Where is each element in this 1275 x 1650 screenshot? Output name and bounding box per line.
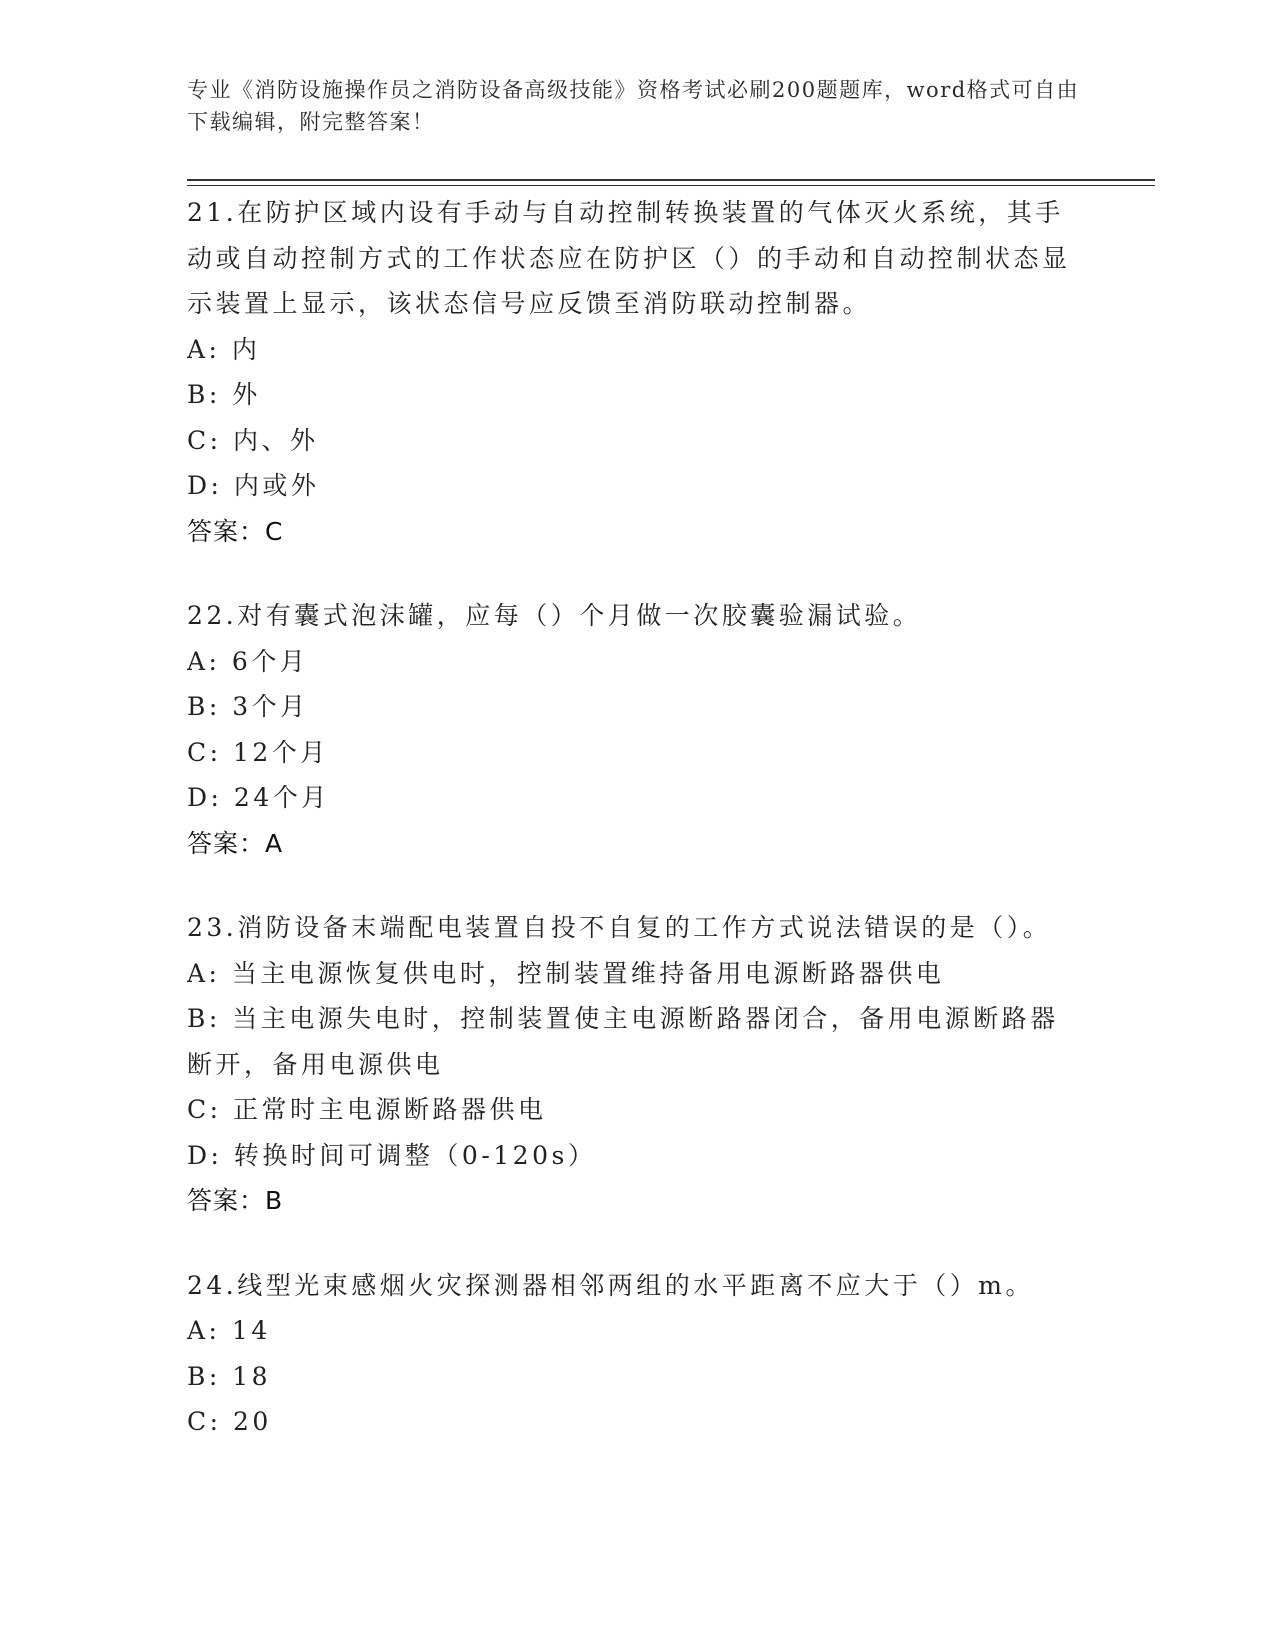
option-c: C: 20 — [187, 1407, 272, 1436]
answer-label: 答案：A — [187, 828, 284, 858]
option-a: A: 6个月 — [187, 646, 309, 676]
option-b: B: 外 — [187, 380, 261, 409]
question-stem: 21.在防护区域内设有手动与自动控制转换装置的气体灭火系统，其手动或自动控制方式的工作状态应在防护区（）的手动和自动控制状态显示装置上显示，该状态信号应反馈至消防联动控制器。 — [187, 198, 1071, 318]
option-a: A: 内 — [187, 334, 261, 364]
answer-label: 答案：C — [187, 516, 284, 546]
question-22 — [187, 593, 1087, 866]
option-a: A: 当主电源恢复供电时，控制装置维持备用电源断路器供电 — [187, 958, 945, 988]
question-21 — [187, 190, 1087, 554]
question-stem: 23.消防设备末端配电装置自投不自复的工作方式说法错误的是（）。 — [187, 913, 1052, 942]
option-d: D: 内或外 — [187, 471, 320, 500]
option-b: B: 3个月 — [187, 692, 309, 721]
question-list — [187, 190, 1087, 1484]
option-b: B: 18 — [187, 1361, 272, 1391]
answer-label: 答案：B — [187, 1186, 284, 1215]
option-b: B: 当主电源失电时，控制装置使主电源断路器闭合，备用电源断路器断开，备用电源供电 — [187, 1004, 1059, 1079]
option-c: C: 内、外 — [187, 425, 319, 455]
option-a: A: 14 — [187, 1316, 271, 1345]
question-23 — [187, 905, 1087, 1224]
question-stem: 24.线型光束感烟火灾探测器相邻两组的水平距离不应大于（）m。 — [187, 1270, 1034, 1300]
option-d: D: 24个月 — [187, 783, 330, 812]
document-header: 专业《消防设施操作员之消防设备高级技能》资格考试必刷200题题库，word格式可自由下载编辑，附完整答案！ — [187, 78, 1080, 134]
question-stem: 22.对有囊式泡沫罐，应每（）个月做一次胶囊验漏试验。 — [187, 601, 922, 630]
header-divider-thin — [187, 185, 1155, 186]
option-c: C: 12个月 — [187, 737, 329, 767]
option-d: D: 转换时间可调整（0-120s） — [187, 1140, 597, 1170]
question-24 — [187, 1263, 1087, 1445]
option-c: C: 正常时主电源断路器供电 — [187, 1095, 547, 1124]
header-divider-thick — [187, 179, 1155, 181]
